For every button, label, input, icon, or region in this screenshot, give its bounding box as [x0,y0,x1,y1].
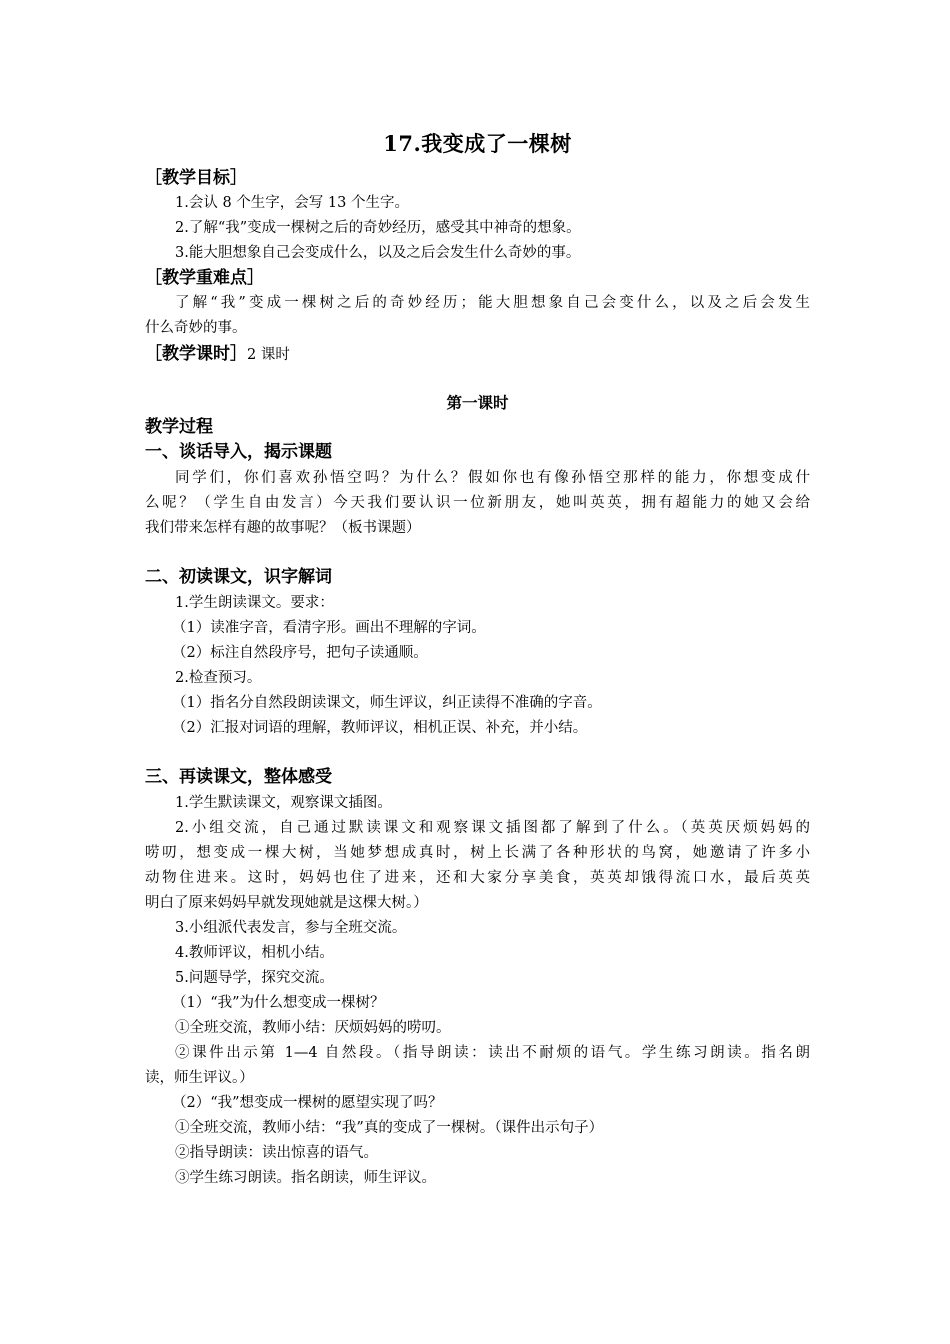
key-points-text: 了解“我”变成一棵树之后的奇妙经历；能大胆想象自己会变什么，以及之后会发生 [175,295,810,311]
section1-text: 同学们，你们喜欢孙悟空吗？为什么？假如你也有像孙悟空那样的能力，你想变成什 [175,470,810,486]
section3-answer: 读，师生评议。） [145,1070,254,1086]
objective-item: 3.能大胆想象自己会变成什么，以及之后会发生什么奇妙的事。 [175,245,581,261]
section3-question: （1）“我”为什么想变成一棵树？ [172,995,385,1011]
section2-item: 2.检查预习。 [175,670,262,686]
section1-text: 我们带来怎样有趣的故事呢？（板书课题） [145,520,421,536]
section1-heading: 一、谈话导入，揭示课题 [145,442,332,462]
section3-item: 3.小组派代表发言，参与全班交流。 [175,920,407,936]
section3-item: 明白了原来妈妈早就发现她就是这棵大树。） [145,895,428,911]
hours-row [145,342,810,368]
section3-answer: ②指导朗读：读出惊喜的语气。 [175,1145,378,1161]
objective-item: 2.了解“我”变成一棵树之后的奇妙经历，感受其中神奇的想象。 [175,220,581,236]
section2-heading: 二、初读课文，识字解词 [145,567,332,587]
section3-question: （2）“我”想变成一棵树的愿望实现了吗？ [172,1095,443,1111]
process-heading: 教学过程 [145,417,213,437]
lesson-title: 第一课时 [446,394,509,412]
section3-item: 动物住进来。这时，妈妈也住了进来，还和大家分享美食，英英却饿得流口水，最后英英 [145,870,810,886]
objectives-heading: ［教学目标］ [145,168,247,188]
section2-item: （1）指名分自然段朗读课文，师生评议，纠正读得不准确的字音。 [172,695,602,711]
section3-answer: ②课件出示第 1—4 自然段。（指导朗读：读出不耐烦的语气。学生练习朗读。指名朗 [175,1045,810,1061]
section2-item: 1.学生朗读课文。要求： [175,595,334,611]
section3-item: 4.教师评议，相机小结。 [175,945,334,961]
section2-item: （1）读准字音，看清字形。画出不理解的字词。 [172,620,486,636]
section3-item: 2.小组交流，自己通过默读课文和观察课文插图都了解到了什么。（英英厌烦妈妈的 [175,820,810,836]
document-title: 17.我变成了一棵树 [383,131,572,156]
section1-text: 么呢？（学生自由发言）今天我们要认识一位新朋友，她叫英英，拥有超能力的她又会给 [145,495,810,511]
section3-answer: ①全班交流，教师小结：“我”真的变成了一棵树。（课件出示句子） [175,1120,604,1136]
hours-heading: ［教学课时］ [145,344,247,364]
section3-answer: ①全班交流，教师小结：厌烦妈妈的唠叨。 [175,1020,451,1036]
section3-heading: 三、再读课文，整体感受 [145,767,332,787]
section3-item: 1.学生默读课文，观察课文插图。 [175,795,392,811]
section3-item: 唠叨，想变成一棵大树，当她梦想成真时，树上长满了各种形状的鸟窝，她邀请了许多小 [145,845,810,861]
section3-answer: ③学生练习朗读。指名朗读，师生评议。 [175,1170,436,1186]
key-points-text: 什么奇妙的事。 [145,320,247,336]
section3-item: 5.问题导学，探究交流。 [175,970,334,986]
section2-item: （2）汇报对词语的理解，教师评议，相机正误、补充，并小结。 [172,720,588,736]
section2-item: （2）标注自然段序号，把句子读通顺。 [172,645,428,661]
objective-item: 1.会认 8 个生字，会写 13 个生字。 [175,195,409,211]
hours-value: 2 课时 [247,347,290,363]
key-points-heading: ［教学重难点］ [145,268,264,288]
